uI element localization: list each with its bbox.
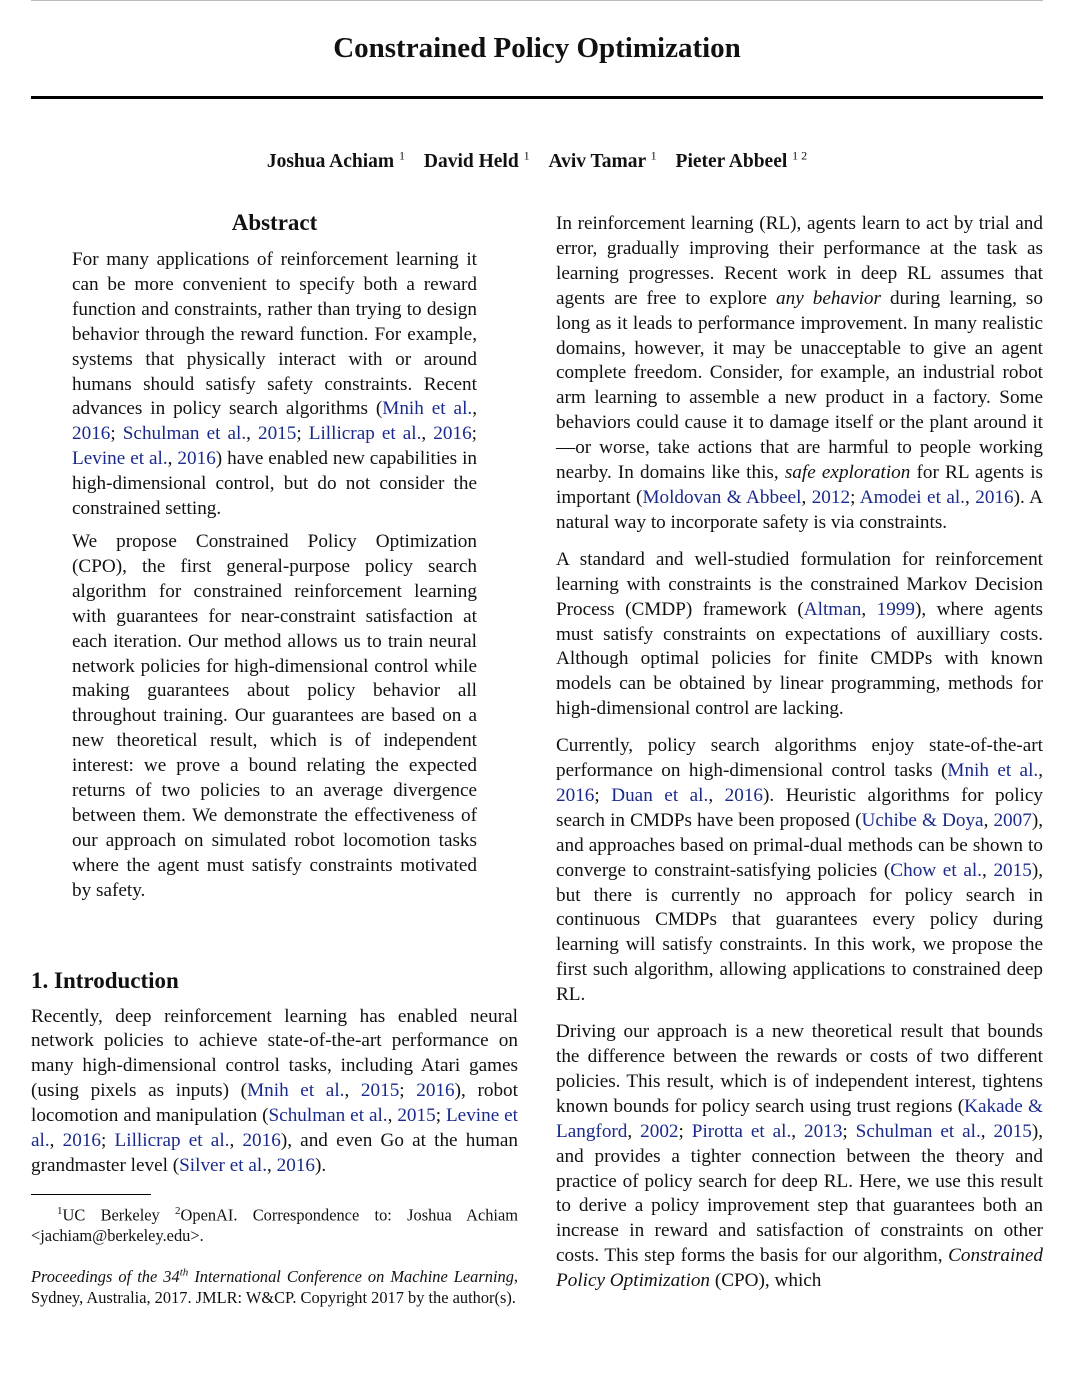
intro-paragraph-2 [556,212,1043,536]
citation-link[interactable]: Amodei et al. [859,486,965,508]
body-text: , [246,423,258,445]
citation-link[interactable]: 2016 [416,1080,455,1102]
body-text: , [708,784,725,806]
author: David Held $^1$ [423,148,530,172]
body-text: ), and provides a tighter connection between the theory and practice of policy search for deep RL. Here, we use this result to derive a policy improvement step that guarantees both an increase in reward and satisfaction of constraints on other costs. This step forms the basis for our algorithm, [556,1120,1044,1267]
body-text: ; [399,1080,417,1102]
body-text: (CPO), which [710,1270,822,1292]
intro-paragraph-3 [556,548,1043,722]
body-text: , [421,423,434,445]
footnote-rule [31,1194,151,1195]
citation-link[interactable]: 2012 [811,486,851,508]
citation-link[interactable]: Lillicrap et al. [114,1130,230,1152]
body-text: , [627,1120,641,1142]
body-text: A standard and well-studied formulation for reinforcement learning with constraints is the constrained Markov Decision Process (CMDP) framework ( [556,548,1043,620]
citation-link[interactable]: Uchibe & Doya [861,809,984,831]
citation-link[interactable]: 2015 [993,859,1032,881]
body-text: , [861,598,877,620]
body-text: ) have enabled new capabilities in high-dimensional control, but do not consider the constrained setting. [72,448,478,520]
body-text: ), but there is currently no approach for policy search in continuous CMDPs that guarantees every policy during learning will satisfy constraints. In this work, we propose the first such algorithm, allowing applications to constrained deep RL. [556,859,1043,1006]
body-text: ). Heuristic algorithms for policy search in CMDPs have been proposed ( [556,784,1043,831]
title-rule [31,96,1043,99]
page-top-edge [31,0,1043,1]
citation-link[interactable]: Silver et al. [179,1155,268,1176]
body-text: ; [850,486,860,508]
citation-link[interactable]: Chow et al. [890,859,982,881]
body-text: , [1038,760,1043,782]
body-text: Currently, policy search algorithms enjoy state-of-the-art performance on high-dimensional control tasks ( [556,735,1043,782]
body-text: ). [315,1155,327,1176]
footnote-proceedings: Proceedings of the 34th International Conference on Machine Learning, Sydney, Australia, 2017. JMLR: W&CP. Copyright 2017 by the author(s). [31,1266,518,1307]
right-column [556,212,1043,1294]
citation-link[interactable]: 1999 [876,598,915,620]
abstract-paragraph-2 [72,530,477,904]
body-text: , [801,486,812,508]
citation-link[interactable]: Mnih et al. [947,760,1039,782]
paper-title: Constrained Policy Optimization [333,32,741,64]
citation-link[interactable]: 2007 [993,809,1032,831]
emphasis-text: any behavior [776,287,881,309]
abstract-paragraph-1 [72,248,477,522]
author-list [31,141,1043,176]
body-text: ). A natural way to incorporate safety is via constraints. [556,486,1044,533]
body-text: In reinforcement learning (RL), agents learn to act by trial and error, gradually improving their performance at the task as learning progresses. Recent work in deep RL assumes that agents are free to explore [556,213,1043,309]
body-text: , [387,1105,398,1127]
author: Aviv Tamar $^1$ [548,148,657,172]
citation-link[interactable]: Moldovan & Abbeel [642,486,802,508]
emphasis-text: Constrained Policy Optimization [556,1245,1043,1292]
intro-paragraph-5 [556,1020,1043,1294]
citation-link[interactable]: Schulman et al. [122,423,247,445]
citation-link[interactable]: 2002 [640,1120,679,1142]
body-text: ; [296,423,309,445]
emphasis-text: safe exploration [784,462,911,484]
citation-link[interactable]: Kakade & Langford [556,1095,1043,1142]
body-text: , [980,1120,994,1142]
author: Pieter Abbeel $^{1 2}$ [675,148,808,172]
body-text: , [229,1130,243,1152]
left-column [31,205,518,1308]
body-text: ), where agents must satisfy constraints on expectations of auxilliary costs. Although optimal policies for finite CMDPs with known models can be obtained by linear programming, methods for high-dimensional control are lacking. [556,598,1044,720]
citation-link[interactable]: 2016 [242,1130,281,1152]
body-text: , [964,486,976,508]
citation-link[interactable]: 2016 [177,448,216,470]
body-text: ; [594,784,612,806]
citation-link[interactable]: Levine et al. [72,448,168,470]
author: Joshua Achiam $^1$ [266,148,406,172]
body-text: , [49,1130,63,1152]
citation-link[interactable]: 2016 [556,784,595,806]
body-text: , [983,809,994,831]
citation-link[interactable]: Pirotta et al. [691,1120,792,1142]
body-text: Recently, deep reinforcement learning has enabled neural network policies to achieve state-of-the-art performance on many high-dimensional control tasks, including Atari games (using pixels as inputs) ( [31,1005,518,1102]
citation-link[interactable]: Lillicrap et al. [308,423,422,445]
citation-link[interactable]: 2016 [62,1130,102,1152]
citation-link[interactable]: 2015 [397,1105,436,1127]
body-text: Driving our approach is a new theoretical result that bounds the difference between the rewards or costs of two different policies. This result, which is of independent interest, tightens known bounds for policy search using trust regions ( [556,1021,1043,1117]
body-text: , [981,859,994,881]
abstract-section [31,205,518,904]
intro-paragraph-1 [31,1005,518,1179]
citation-link[interactable]: Mnih et al. [247,1080,345,1102]
citation-link[interactable]: Duan et al. [611,784,709,806]
body-text: , [791,1120,805,1142]
body-text: For many applications of reinforcement learning it can be more convenient to specify both a reward function and constraints, rather than trying to design behavior through the reward function. For example, systems that physically interact with or around humans should satisfy safety constraints. Recent advances in policy search algorithms ( [72,249,477,420]
intro-paragraph-4 [556,734,1043,1008]
body-text: , [472,398,477,420]
abstract-heading: Abstract [231,210,318,235]
body-text: ; [471,423,477,445]
citation-link[interactable]: Schulman et al. [268,1105,388,1127]
body-text: ), and even Go at the human grandmaster level ( [31,1130,518,1176]
body-text: during learning, so long as it leads to performance improvement. In many realistic domains, however, it may be unacceptable to give an agent complete freedom. Consider, for example, an industrial robot arm learning to assemble a new product in a factory. Some behaviors could cause it to damage itself or the plant around it—or worse, take actions that are harmful to people working nearby. In domains like this, [556,287,1043,484]
citation-link[interactable]: 2015 [993,1120,1032,1142]
body-text: , [167,448,178,470]
citation-link[interactable]: 2016 [276,1155,315,1176]
citation-link[interactable]: 2016 [975,486,1014,508]
body-text: ), robot locomotion and manipulation ( [31,1080,518,1127]
footnote-affiliations: $^1$UC Berkeley $^2$OpenAI. Correspondence to: Joshua Achiam <jachiam@berkeley.edu>. [31,1204,519,1246]
body-text: ; [110,423,123,445]
body-text: ), and approaches based on primal-dual methods can be shown to converge to constraint-satisfying policies ( [556,809,1044,881]
citation-link[interactable]: 2016 [433,423,472,445]
body-text: for RL agents is important ( [556,462,1043,508]
citation-link[interactable]: 2015 [360,1080,400,1102]
body-text: , [267,1155,277,1176]
section-heading-introduction: 1. Introduction [31,967,179,993]
body-text: ; [435,1105,446,1127]
citation-link[interactable]: 2013 [804,1120,843,1142]
body-text: , [344,1080,361,1102]
body-text: ; [101,1130,115,1152]
citation-link[interactable]: Levine et al. [31,1105,518,1152]
body-text: We propose Constrained Policy Optimization (CPO), the first general-purpose policy search algorithm for constrained reinforcement learning with guarantees for near-constraint satisfaction at each iteration. Our method allows us to train neural network policies for high-dimensional control while making guarantees about policy behavior all throughout training. Our guarantees are based on a new theoretical result, which is of independent interest: we prove a bound relating the expected returns of two policies to an average divergence between them. We demonstrate the effectiveness of our approach on simulated robot locomotion tasks where the agent must satisfy constraints motivated by safety. [72,530,477,901]
citation-link[interactable]: 2015 [257,423,297,445]
citation-link[interactable]: 2016 [724,784,764,806]
citation-link[interactable]: 2016 [72,423,111,445]
proceedings-name: Proceedings of the 34th International Conference on Machine Learning [31,1266,514,1286]
body-text: ; [678,1120,692,1142]
citation-link[interactable]: Mnih et al. [382,398,473,420]
body-text: ; [842,1120,856,1142]
citation-link[interactable]: Altman [803,598,862,620]
citation-link[interactable]: Schulman et al. [855,1120,981,1142]
